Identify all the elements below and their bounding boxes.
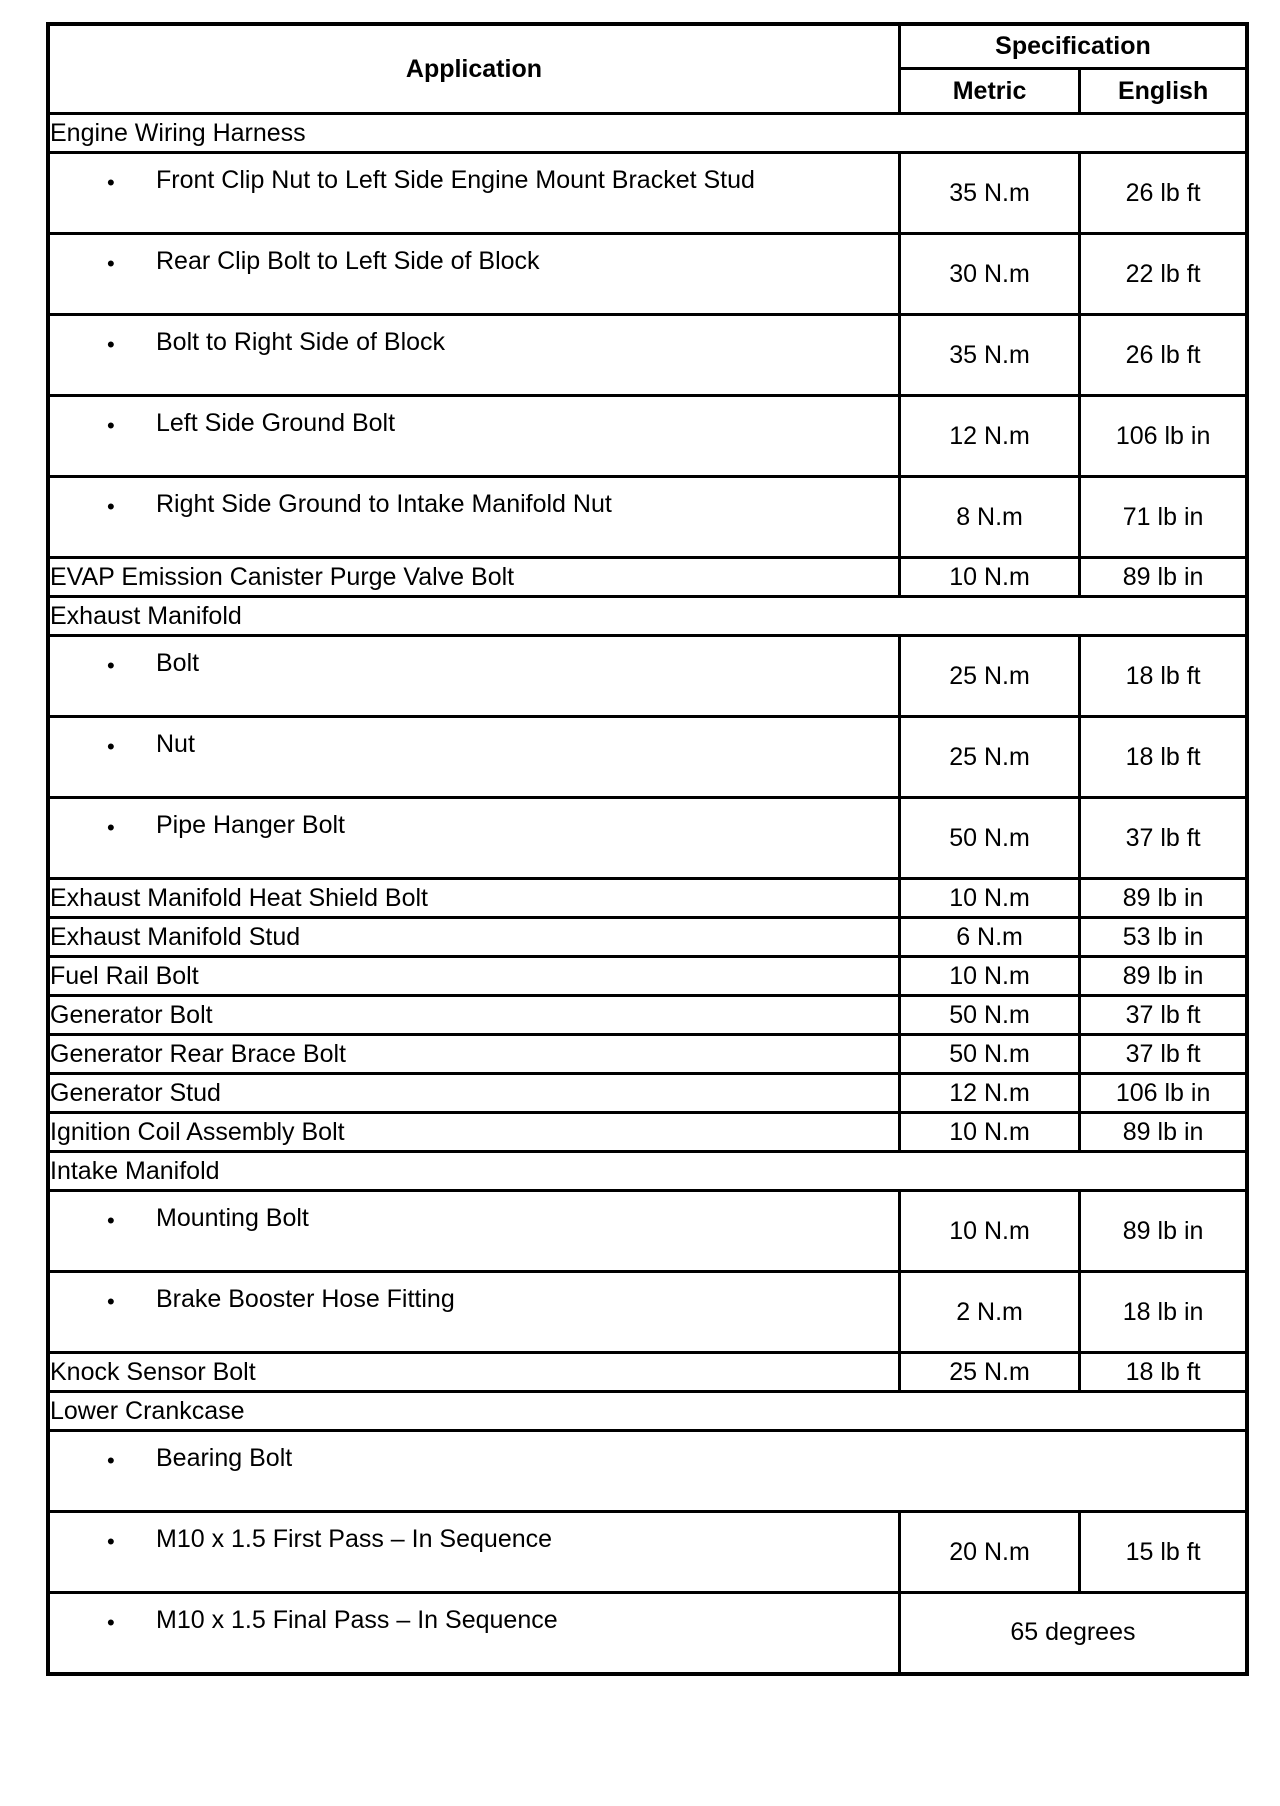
header-specification: Specification (899, 24, 1247, 69)
sub-application-cell (48, 798, 899, 879)
application-label: EVAP Emission Canister Purge Valve Bolt (48, 558, 899, 597)
metric-value: 30 N.m (899, 234, 1079, 315)
application-label: Left Side Ground Bolt (156, 409, 396, 437)
bullet-icon: • (107, 1529, 115, 1554)
table-row (48, 1191, 1247, 1272)
sub-application-cell (48, 234, 899, 315)
table-row (48, 1392, 1247, 1431)
metric-value: 12 N.m (899, 1074, 1079, 1113)
application-label: Rear Clip Bolt to Left Side of Block (156, 247, 540, 275)
sub-application-cell (48, 1272, 899, 1353)
application-label: M10 x 1.5 First Pass – In Sequence (156, 1525, 553, 1553)
english-value: 18 lb ft (1080, 636, 1247, 717)
header-english: English (1080, 69, 1247, 114)
table-row (48, 996, 1247, 1035)
english-value: 26 lb ft (1080, 153, 1247, 234)
metric-value: 50 N.m (899, 1035, 1079, 1074)
metric-value: 2 N.m (899, 1272, 1079, 1353)
metric-value: 10 N.m (899, 1113, 1079, 1152)
metric-value: 20 N.m (899, 1512, 1079, 1593)
sub-application-cell (48, 477, 899, 558)
metric-value: 50 N.m (899, 996, 1079, 1035)
group-heading: Exhaust Manifold (48, 597, 1247, 636)
application-label: Fuel Rail Bolt (48, 957, 899, 996)
application-label: Pipe Hanger Bolt (156, 811, 346, 839)
application-label: Generator Bolt (48, 996, 899, 1035)
application-label: Exhaust Manifold Stud (48, 918, 899, 957)
english-value: 18 lb in (1080, 1272, 1247, 1353)
bullet-icon: • (107, 251, 115, 276)
english-value: 26 lb ft (1080, 315, 1247, 396)
table-row (48, 1353, 1247, 1392)
metric-value: 35 N.m (899, 315, 1079, 396)
english-value: 53 lb in (1080, 918, 1247, 957)
metric-value: 10 N.m (899, 558, 1079, 597)
sub-application-cell (48, 1512, 899, 1593)
english-value: 89 lb in (1080, 1191, 1247, 1272)
sub-application-cell (48, 1593, 899, 1674)
english-value: 89 lb in (1080, 558, 1247, 597)
table-row (48, 234, 1247, 315)
table-row (48, 1035, 1247, 1074)
group-heading: Engine Wiring Harness (48, 114, 1247, 153)
sub-application-cell (48, 1431, 1247, 1512)
application-label: Knock Sensor Bolt (48, 1353, 899, 1392)
application-label: M10 x 1.5 Final Pass – In Sequence (156, 1606, 558, 1634)
table-row (48, 1113, 1247, 1152)
application-label: Brake Booster Hose Fitting (156, 1285, 455, 1313)
english-value: 106 lb in (1080, 1074, 1247, 1113)
table-row (48, 1593, 1247, 1674)
application-label: Exhaust Manifold Heat Shield Bolt (48, 879, 899, 918)
metric-value: 10 N.m (899, 879, 1079, 918)
english-value: 37 lb ft (1080, 996, 1247, 1035)
spec-value: 65 degrees (899, 1593, 1247, 1674)
table-row (48, 153, 1247, 234)
english-value: 89 lb in (1080, 879, 1247, 918)
table-row (48, 636, 1247, 717)
sub-application-cell (48, 153, 899, 234)
english-value: 15 lb ft (1080, 1512, 1247, 1593)
application-label: Mounting Bolt (156, 1204, 309, 1232)
sub-application-cell (48, 396, 899, 477)
metric-value: 8 N.m (899, 477, 1079, 558)
english-value: 37 lb ft (1080, 1035, 1247, 1074)
bullet-icon: • (107, 1289, 115, 1314)
bullet-icon: • (107, 332, 115, 357)
metric-value: 35 N.m (899, 153, 1079, 234)
bullet-icon: • (107, 413, 115, 438)
table-row (48, 114, 1247, 153)
group-heading: Intake Manifold (48, 1152, 1247, 1191)
table-row (48, 1074, 1247, 1113)
table-body (48, 114, 1247, 1674)
metric-value: 10 N.m (899, 957, 1079, 996)
sub-application-cell (48, 315, 899, 396)
table-row (48, 315, 1247, 396)
english-value: 37 lb ft (1080, 798, 1247, 879)
table-row (48, 1431, 1247, 1512)
application-label: Generator Rear Brace Bolt (48, 1035, 899, 1074)
bullet-icon: • (107, 494, 115, 519)
table-row (48, 798, 1247, 879)
bullet-icon: • (107, 1208, 115, 1233)
application-label: Ignition Coil Assembly Bolt (48, 1113, 899, 1152)
table-row (48, 477, 1247, 558)
table-row (48, 1152, 1247, 1191)
sub-application-cell (48, 1191, 899, 1272)
application-label: Generator Stud (48, 1074, 899, 1113)
application-label: Bearing Bolt (156, 1444, 293, 1472)
metric-value: 10 N.m (899, 1191, 1079, 1272)
torque-spec-table (46, 22, 1249, 1676)
table-row (48, 597, 1247, 636)
metric-value: 25 N.m (899, 1353, 1079, 1392)
bullet-icon: • (107, 815, 115, 840)
english-value: 22 lb ft (1080, 234, 1247, 315)
table-row (48, 957, 1247, 996)
english-value: 89 lb in (1080, 957, 1247, 996)
bullet-icon: • (107, 653, 115, 678)
english-value: 89 lb in (1080, 1113, 1247, 1152)
bullet-icon: • (107, 734, 115, 759)
header-application: Application (48, 24, 899, 114)
table-row (48, 918, 1247, 957)
english-value: 18 lb ft (1080, 717, 1247, 798)
bullet-icon: • (107, 170, 115, 195)
application-label: Nut (156, 730, 195, 758)
application-label: Front Clip Nut to Left Side Engine Mount Bracket Stud (156, 166, 755, 194)
sub-application-cell (48, 717, 899, 798)
bullet-icon: • (107, 1610, 115, 1635)
table-row (48, 717, 1247, 798)
bullet-icon: • (107, 1448, 115, 1473)
metric-value: 50 N.m (899, 798, 1079, 879)
english-value: 106 lb in (1080, 396, 1247, 477)
metric-value: 25 N.m (899, 636, 1079, 717)
header-metric: Metric (899, 69, 1079, 114)
table-row (48, 1272, 1247, 1353)
sub-application-cell (48, 636, 899, 717)
application-label: Bolt to Right Side of Block (156, 328, 446, 356)
application-label: Bolt (156, 649, 200, 677)
table-row (48, 879, 1247, 918)
english-value: 71 lb in (1080, 477, 1247, 558)
group-heading: Lower Crankcase (48, 1392, 1247, 1431)
metric-value: 6 N.m (899, 918, 1079, 957)
application-label: Right Side Ground to Intake Manifold Nut (156, 490, 612, 518)
english-value: 18 lb ft (1080, 1353, 1247, 1392)
table-row (48, 1512, 1247, 1593)
table-row (48, 558, 1247, 597)
metric-value: 12 N.m (899, 396, 1079, 477)
metric-value: 25 N.m (899, 717, 1079, 798)
table-row (48, 396, 1247, 477)
